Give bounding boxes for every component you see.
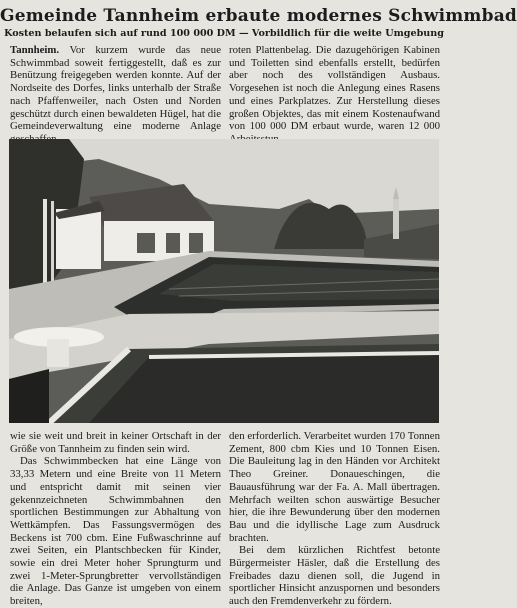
pool-photo xyxy=(9,139,439,423)
article-column-top-left xyxy=(10,44,221,138)
paragraph-construction: den erforderlich. Verarbeitet wurden 170 Tonnen Zement, 800 cbm Kies und 10 Tonnen Eisen. Die Bauleitung lag in den Händen vor Architekt Theo Greiner. Donaueschingen, die Bauausführung war der Fa. A. Mall übertragen. Mehrfach weilten schon auswärtige Besucher hier, die ihre Bewunderung über den modernen Bau und die idyllische Lage zum Ausdruck brachten. xyxy=(229,430,440,544)
paragraph-intro: Vor kurzem wurde das neue Schwimmbad soweit fertiggestellt, daß es zur Benützung freigegeben werden konnte. Auf der Nordseite des Dorfes, links unterhalb der Straße nach Pfaffenweiler, nach Osten und Norden geschützt durch einen bewaldeten Hügel, hat die Gemeindeverwaltung eine moderne Anlage xyxy=(10,44,222,133)
article-column-bottom-left xyxy=(10,430,221,608)
paragraph-comparison: wie sie weit und breit in keiner Ortschaft in der Größe von Tannheim zu finden sein wird. xyxy=(10,430,221,455)
article-column-top-right xyxy=(229,44,440,138)
article-subheadline: Kosten belaufen sich auf rund 100 000 DM — Vorbildlich für die weite Umgebung xyxy=(4,28,444,39)
paragraph-continuation: roten Plattenbelag. Die dazugehörigen Kabinen und Toiletten sind ebenfalls erstellt, bedürfen aber noch des vollständigen Ausbaus. Vorgesehen ist noch die Anlegung eines Rasens und eines Parkplatzes. Zur Herstellung dieses großen Objektes, das mit einem Kostenaufwand von 100 000 DM erbaut wurde, waren 12 000 xyxy=(229,44,440,133)
paragraph-pool-dimensions: Das Schwimmbecken hat eine Länge von 33,33 Metern und eine Breite von 11 Metern und entspricht damit mit seinen vier gekennzeichneten Schwimmbahnen den sportlichen Bestimmungen zur Abhaltung von Wettkämpfen. Das Fassungsvermögen des Beckens ist 700 cbm. Eine Fußwaschrinne auf zwei Seiten, ein Plantschbecken für Kinder, sowie ein drei Meter hoher Sprungturm und zwei 1-Meter-Sprungbretter vervollständigen die Anlage. Das Ganze ist umgeben von einem breiten, xyxy=(10,455,221,608)
article-column-bottom-right xyxy=(229,430,440,608)
dateline: Tannheim. xyxy=(10,44,60,56)
paragraph-richtfest: Bei dem kürzlichen Richtfest betonte Bürgermeister Häsler, daß die Erstellung des Freibades dazu dienen soll, die Jugend in sportlicher Hinsicht anzuspornen und besonders auch den Fremdenverkehr zu fördern. xyxy=(229,544,440,608)
article-headline: Gemeinde Tannheim erbaute modernes Schwimmbad xyxy=(0,6,517,26)
